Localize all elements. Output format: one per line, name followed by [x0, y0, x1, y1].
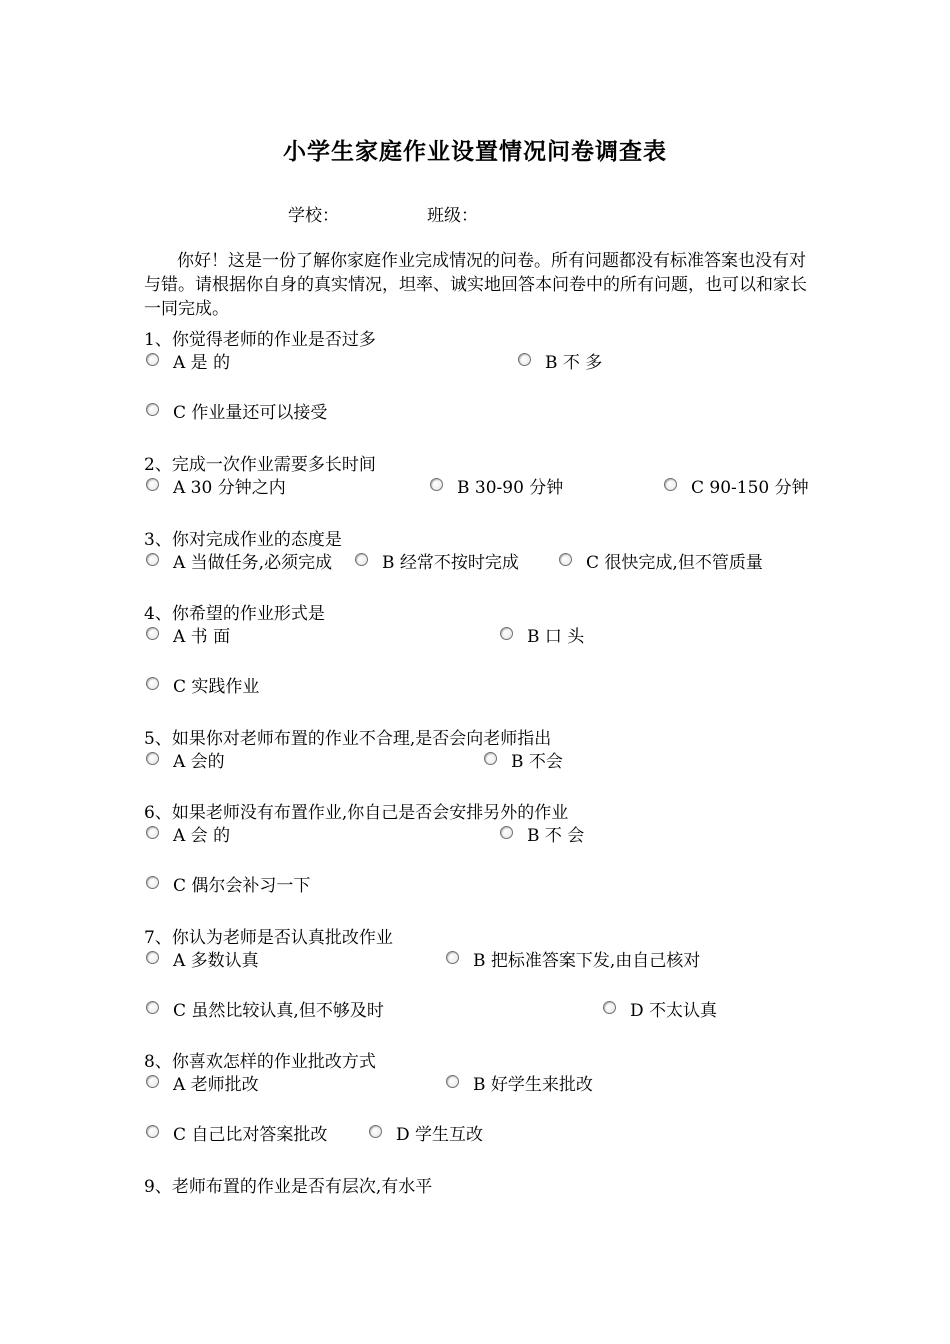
option-label: C 作业量还可以接受 [173, 403, 328, 423]
radio-button-icon[interactable] [446, 1075, 459, 1088]
question-1: 1、你觉得老师的作业是否过多 [144, 330, 376, 350]
question-8: 8、你喜欢怎样的作业批改方式 [144, 1052, 376, 1072]
radio-button-icon[interactable] [146, 1001, 159, 1014]
option-label: B 把标准答案下发,由自己核对 [473, 951, 701, 971]
option-label: D 不太认真 [630, 1001, 718, 1021]
question-4: 4、你希望的作业形式是 [144, 604, 325, 624]
radio-button-icon[interactable] [146, 403, 159, 416]
radio-button-icon[interactable] [146, 1125, 159, 1138]
radio-button-icon[interactable] [500, 826, 513, 839]
option-label: B 口 头 [527, 627, 585, 647]
radio-button-icon[interactable] [446, 951, 459, 964]
radio-button-icon[interactable] [430, 478, 443, 491]
option-label: B 不 多 [545, 353, 603, 373]
radio-button-icon[interactable] [146, 1075, 159, 1088]
radio-button-icon[interactable] [355, 553, 368, 566]
option-label: B 好学生来批改 [473, 1075, 593, 1095]
option-label: C 自己比对答案批改 [173, 1125, 328, 1145]
question-5: 5、如果你对老师布置的作业不合理,是否会向老师指出 [144, 729, 552, 749]
radio-button-icon[interactable] [146, 627, 159, 640]
radio-button-icon[interactable] [664, 478, 677, 491]
intro-paragraph: 你好！这是一份了解你家庭作业完成情况的问卷。所有问题都没有标准答案也没有对与错。请根据你自身的真实情况，坦率、诚实地回答本问卷中的所有问题，也可以和家长一同完成。 [144, 251, 807, 319]
class-label: 班级： [427, 206, 478, 226]
radio-button-icon[interactable] [146, 876, 159, 889]
radio-button-icon[interactable] [146, 677, 159, 690]
radio-button-icon[interactable] [518, 353, 531, 366]
option-label: A 当做任务,必须完成 [173, 553, 333, 573]
option-label: A 会 的 [173, 826, 231, 846]
option-label: B 经常不按时完成 [382, 553, 519, 573]
question-9: 9、老师布置的作业是否有层次,有水平 [144, 1177, 433, 1197]
option-label: C 实践作业 [173, 677, 260, 697]
option-label: C 90-150 分钟 [691, 478, 809, 498]
option-label: C 虽然比较认真,但不够及时 [173, 1001, 384, 1021]
radio-button-icon[interactable] [146, 353, 159, 366]
radio-button-icon[interactable] [146, 478, 159, 491]
option-label: A 30 分钟之内 [173, 478, 286, 498]
option-label: A 是 的 [173, 353, 231, 373]
question-6: 6、如果老师没有布置作业,你自己是否会安排另外的作业 [144, 803, 569, 823]
option-label: C 很快完成,但不管质量 [586, 553, 763, 573]
question-3: 3、你对完成作业的态度是 [144, 530, 342, 550]
option-label: B 不 会 [527, 826, 585, 846]
option-label: B 不会 [511, 752, 563, 772]
option-label: C 偶尔会补习一下 [173, 876, 311, 896]
radio-button-icon[interactable] [484, 752, 497, 765]
radio-button-icon[interactable] [559, 553, 572, 566]
school-label: 学校： [288, 206, 339, 226]
radio-button-icon[interactable] [146, 951, 159, 964]
option-label: A 多数认真 [173, 951, 259, 971]
option-label: A 老师批改 [173, 1075, 259, 1095]
option-label: D 学生互改 [396, 1125, 484, 1145]
option-label: A 会的 [173, 752, 225, 772]
option-label: B 30-90 分钟 [457, 478, 564, 498]
radio-button-icon[interactable] [146, 752, 159, 765]
question-2: 2、完成一次作业需要多长时间 [144, 455, 376, 475]
page-title: 小学生家庭作业设置情况问卷调查表 [283, 139, 667, 165]
radio-button-icon[interactable] [146, 826, 159, 839]
radio-button-icon[interactable] [146, 553, 159, 566]
radio-button-icon[interactable] [369, 1125, 382, 1138]
option-label: A 书 面 [173, 627, 231, 647]
question-7: 7、你认为老师是否认真批改作业 [144, 928, 393, 948]
radio-button-icon[interactable] [500, 627, 513, 640]
radio-button-icon[interactable] [603, 1001, 616, 1014]
